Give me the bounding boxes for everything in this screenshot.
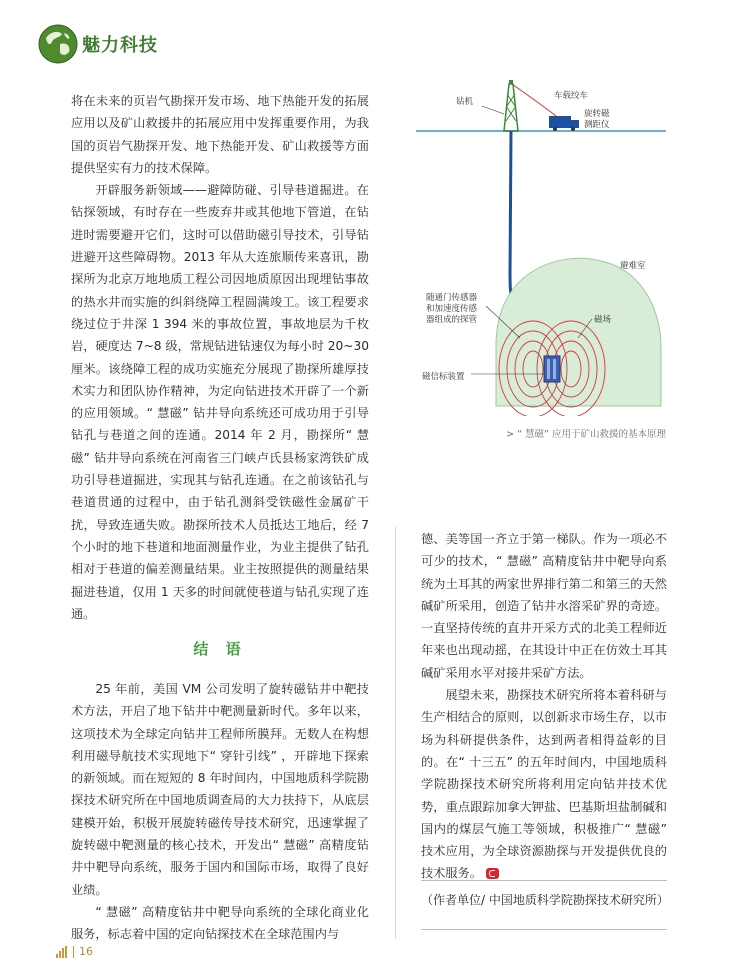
figure-caption: > “ 慧磁” 应用于矿山救援的基本原理	[506, 429, 666, 440]
globe-icon	[38, 24, 78, 64]
paragraph: 开辟服务新领域——避障防碰、引导巷道掘进。在钻探领域，有时存在一些废弃井或其他地下管道，在钻进时需要避开它们，这时可以借助磁引导技术，引导钻进避开这些障碍物。2013 年从大连旅顺传来喜讯，勘探所为北京万地地质工程公司因地质原因出现埋钻事故的热水井而实施的纠斜绕障工程圆满竣工。该工程要求绕过位于井深 1 394 米的事故位置，事故地层为千枚岩，硬度达 7~8 级，常规钻进钻速仅为每小时 20~30 厘米。该绕障工程的成功实施充分展现了勘探所雄厚技术实力和团队协作精神，为定向钻进技术开辟了一个新的应用领域。“ 慧磁” 钻井导向系统还可成功用于引导钻孔与巷道之间的连通。2014 年 2 月，勘探所“ 慧磁” 钻井导向系统在河南省三门峡卢氏县杨家湾铁矿成功引导巷道掘进，实现其与钻孔连通。在之前该钻孔与巷道贯通的过程中，由于钻孔测斜受铁磁性金属矿干扰，导致连通失败。勘探所技术人员抵达工地后，经 7 个小时的地下巷道和地面测量作业，为业主提供了钻孔相对于巷道的偏差测量结果。业主按照提供的测量结果掘进巷道，仅用 1 天多的时间就使巷道与钻孔实现了连通。	[71, 183, 369, 621]
figure-mine-rescue	[416, 76, 666, 416]
figure-label: 随通门传感器	[426, 293, 478, 303]
article-column-left-lower	[71, 678, 369, 946]
conclusion-heading: 结 语	[193, 640, 247, 658]
paragraph: “ 慧磁” 高精度钻井中靶导向系统的全球化商业化服务，标志着中国的定向钻探技术在全球范围内与	[71, 904, 369, 942]
article-column-left	[71, 90, 369, 625]
drill-rig-icon	[504, 80, 518, 131]
article-column-right	[421, 528, 667, 885]
figure-label: 旋转磁	[584, 109, 610, 119]
section-title: 魅力科技	[82, 35, 158, 56]
author-rule-top	[421, 880, 667, 881]
figure-label: 磁信标装置	[422, 372, 465, 382]
author-rule-bottom	[421, 929, 667, 930]
paragraph: 将在未来的页岩气勘探开发市场、地下热能开发的拓展应用以及矿山救援井的拓展应用中发挥重要作用，为我国的页岩气勘探开发、地下热能开发、矿山救援等方面提供坚实有力的技术保障。	[71, 94, 369, 175]
figure-label: 钻机	[456, 97, 474, 107]
figure-label: 和加速度传感	[426, 304, 478, 314]
author-affiliation: （作者单位/ 中国地质科学院勘探技术研究所）	[421, 893, 669, 907]
end-mark-icon	[486, 868, 499, 879]
paragraph: 25 年前，美国 VM 公司发明了旋转磁钻井中靶技术方法，开启了地下钻井中靶测量新时代。多年以来，这项技术为全球定向钻井工程师所膜拜。无数人在构想利用磁导航技术实现地下“ 穿针引线” ，开辟地下探索的新领域。而在短短的 8 年时间内，中国地质科学院勘探技术研究所在中国地质调查局的大力扶持下，从底层建模开始，积极开展旋转磁传导技术研究，迅速掌握了旋转磁中靶测量的核心技术，开发出“ 慧磁” 高精度钻井中靶导向系统，服务于国内和国际市场，取得了良好业绩。	[71, 682, 369, 897]
figure-label: 测距仪	[584, 120, 610, 130]
paragraph-text: 展望未来，勘探技术研究所将本着科研与生产相结合的原则，以创新求市场生存，以市场为科研提供条件，达到两者相得益彰的目的。在“ 十三五” 的五年时间内，中国地质科学院勘探技术研究所将利用定向钻井技术优势，重点跟踪加拿大钾盐、巴基斯坦盐制碱和国内的煤层气施工等领域，积极推广“ 慧磁” 技术应用，为全球资源勘探与开发提供优良的技术服务。	[421, 688, 667, 881]
truck-icon	[549, 116, 579, 131]
paragraph	[421, 684, 667, 885]
column-divider	[395, 527, 396, 939]
figure-label: 磁场	[594, 315, 612, 325]
magnetic-beacon-icon	[544, 356, 560, 382]
figure-label: 器组成的探管	[426, 315, 478, 325]
footer-separator	[73, 946, 74, 958]
figure-label: 车载绞车	[554, 91, 589, 101]
section-header	[38, 22, 158, 66]
figure-label: 避难室	[620, 261, 646, 271]
paragraph: 德、美等国一齐立于第一梯队。作为一项必不可少的技术，“ 慧磁” 高精度钻井中靶导向系统为土耳其的两家世界排行第二和第三的天然碱矿所采用，创造了钻井水溶采矿界的奇迹。一直坚持传统的直井开采方式的北美工程师近年来也出现动摇，在其设计中正在仿效土耳其碱矿采用水平对接井采矿方法。	[421, 532, 667, 680]
page-footer	[56, 945, 93, 958]
figure-diagram	[416, 76, 666, 416]
footer-bars-icon	[56, 946, 68, 958]
page-number: 16	[79, 945, 93, 958]
